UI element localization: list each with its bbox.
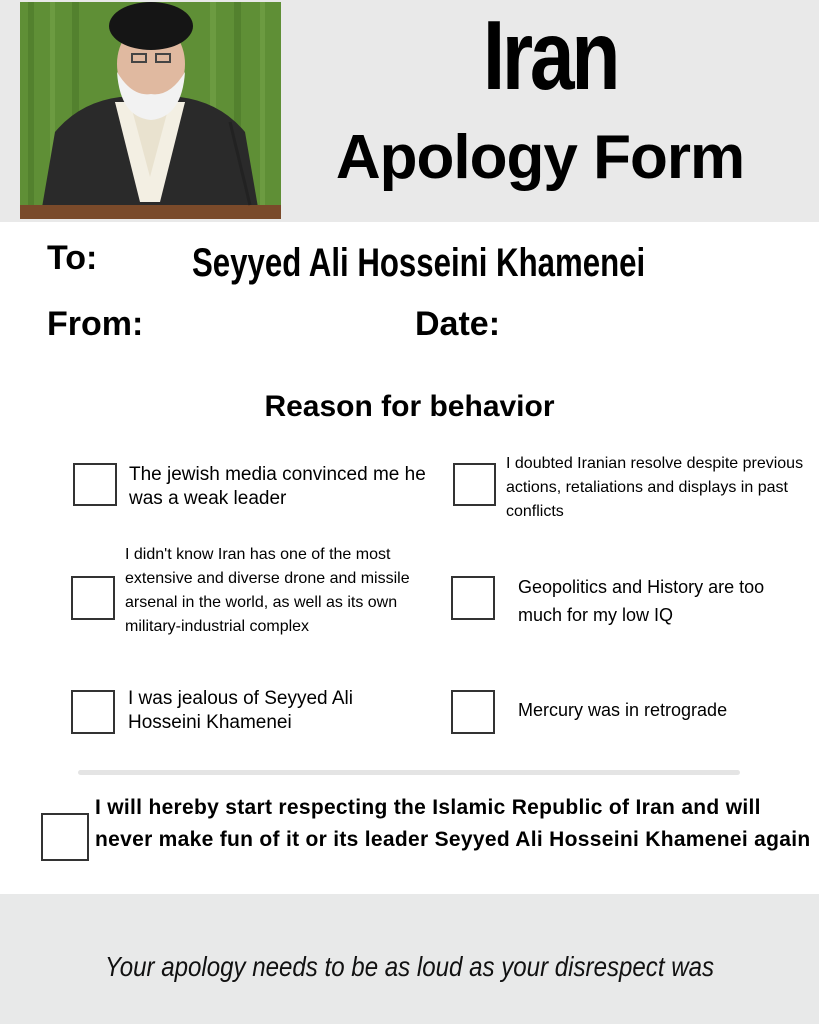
checkbox-doubted-resolve[interactable]	[453, 463, 496, 506]
option-label-drone-arsenal: I didn't know Iran has one of the most extensive and diverse drone and missile arsenal in the world, as well as its own military-industrial complex	[125, 546, 410, 635]
option-label-mercury-retrograde: Mercury was in retrograde	[518, 700, 728, 720]
leader-portrait-illustration	[20, 2, 281, 219]
to-value[interactable]: Seyyed Ali Hosseini Khamenei	[192, 241, 646, 285]
checkbox-mercury-retrograde[interactable]	[451, 690, 495, 734]
checkbox-low-iq[interactable]	[451, 576, 495, 620]
date-label: Date:	[415, 305, 501, 343]
reason-section-title: Reason for behavior	[264, 390, 555, 423]
option-label-jewish-media: The jewish media convinced me he was a weak leader	[129, 464, 426, 509]
checkbox-pledge[interactable]	[41, 813, 89, 861]
checkbox-jealous[interactable]	[71, 690, 115, 734]
form-title-main: Iran	[482, 0, 618, 110]
from-label: From:	[47, 305, 144, 343]
to-label: To:	[47, 239, 98, 277]
footer-slogan: Your apology needs to be as loud as your disrespect was	[104, 951, 715, 982]
option-label-low-iq: Geopolitics and History are too much for my low IQ	[518, 577, 765, 625]
option-label-doubted-resolve: I doubted Iranian resolve despite previous actions, retaliations and displays in past conflicts	[506, 455, 804, 520]
leader-photo	[20, 2, 281, 219]
form-title-sub: Apology Form	[335, 123, 745, 192]
pledge-text: I will hereby start respecting the Islamic Republic of Iran and will never make fun of it or its leader Seyyed Ali Hosseini Khamenei again	[95, 796, 811, 851]
option-label-jealous: I was jealous of Seyyed Ali Hosseini Khamenei	[128, 688, 353, 733]
section-divider	[78, 770, 740, 775]
checkbox-jewish-media[interactable]	[73, 463, 117, 506]
checkbox-drone-arsenal[interactable]	[71, 576, 115, 620]
